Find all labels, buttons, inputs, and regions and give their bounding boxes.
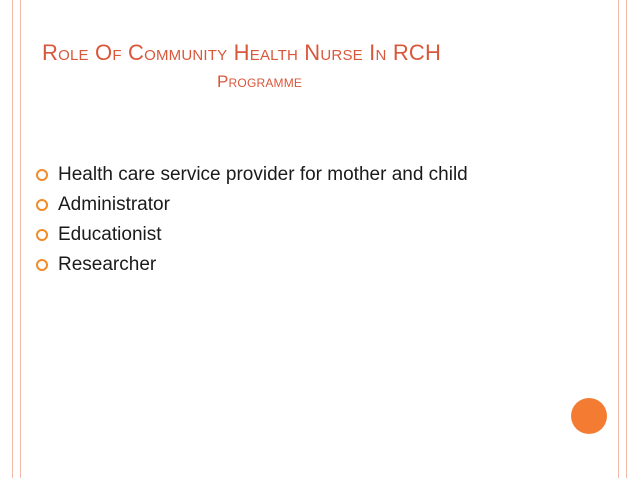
orange-circle-decoration [571,398,607,434]
slide-title [42,38,582,96]
bullet-item [32,190,468,220]
frame-line-right-inner [618,0,619,478]
frame-line-left-inner [20,0,21,478]
circle-bullet-icon [36,229,48,241]
slide-title-line1: Role Of Community Health Nurse In RCH [42,40,442,65]
bullet-item [32,250,468,280]
frame-line-right-outer [626,0,627,478]
slide-title-line2: Programme [217,72,303,91]
circle-bullet-icon [36,199,48,211]
bullet-item [32,160,468,190]
frame-line-left-outer [12,0,13,478]
bullet-text: Educationist [58,224,162,245]
bullet-text: Administrator [58,194,170,215]
bullet-text: Researcher [58,254,157,275]
circle-bullet-icon [36,259,48,271]
bullet-text: Health care service provider for mother and child [58,164,468,185]
circle-bullet-icon [36,169,48,181]
bullet-list [32,160,468,280]
bullet-item [32,220,468,250]
